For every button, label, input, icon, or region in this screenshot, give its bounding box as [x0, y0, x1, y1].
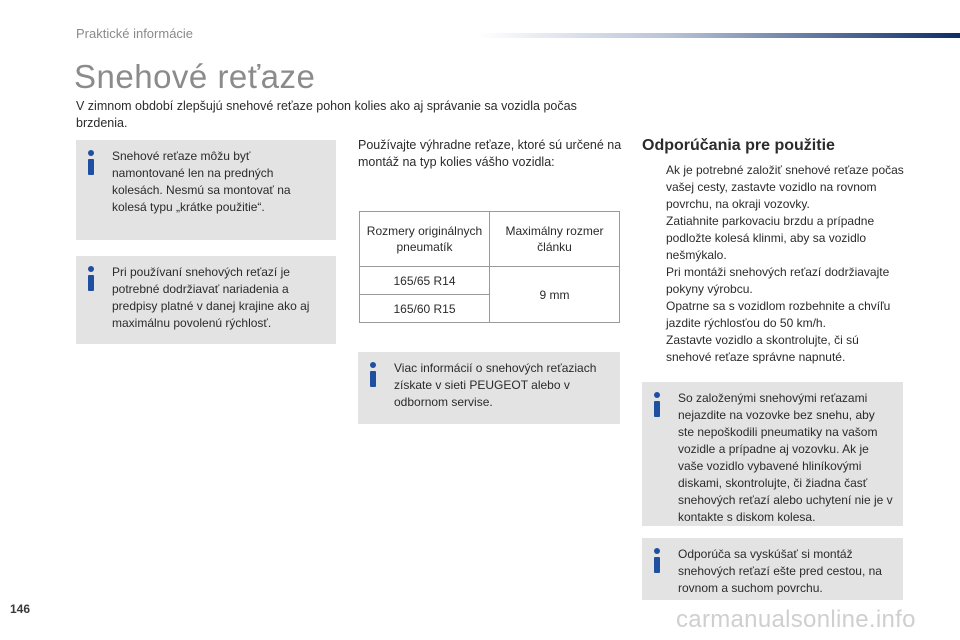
recommendations-heading: Odporúčania pre použitie [642, 137, 835, 154]
table-header-cell: Maximálny rozmer článku [490, 212, 620, 267]
table-cell: 165/60 R15 [360, 295, 490, 323]
list-item: Zatiahnite parkovaciu brzdu a prípadne podložte kolesá klinmi, aby sa vozidlo nešmýkalo. [666, 214, 875, 262]
chains-usage-paragraph: Používajte výhradne reťaze, ktoré sú určené na montáž na typ kolies vášho vozidla: [358, 138, 622, 169]
info-box-regulations [76, 256, 336, 344]
list-item: Opatrne sa s vozidlom rozbehnite a chvíľu jazdite rýchlosťou do 50 km/h. [666, 299, 891, 330]
info-icon [367, 362, 379, 388]
page-number: 146 [10, 602, 31, 616]
recommendations-list [642, 162, 904, 366]
info-box-front-wheels [76, 140, 336, 240]
section-label: Praktické informácie [76, 26, 194, 41]
info-box-text: So založenými snehovými reťazami nejazdite na vozovke bez snehu, aby ste nepoškodili pneumatiky na vašom vozidle a prípadne aj vozovku. Ak je vaše vozidlo vybavené hliníkovými diskami, skontrolujte, či žiadna časť snehových reťazí alebo uchytení nie je v kontakte s diskom kolesa. [678, 391, 893, 524]
table-cell: 165/65 R14 [360, 267, 490, 295]
page-title: Snehové reťaze [74, 58, 316, 95]
info-box-text: Odporúča sa vyskúšať si montáž snehových reťazí ešte pred cestou, na rovnom a suchom povrchu. [678, 547, 882, 595]
list-item: Pri montáži snehových reťazí dodržiavajte pokyny výrobcu. [666, 265, 890, 296]
info-icon [85, 150, 97, 176]
info-icon [651, 392, 663, 418]
header-gradient-bar [478, 33, 960, 38]
table-header-cell: Rozmery originálnych pneumatík [360, 212, 490, 267]
info-box-practice-tip [642, 538, 903, 600]
info-icon [85, 266, 97, 292]
table-row [360, 267, 620, 295]
info-box-more-info [358, 352, 620, 424]
list-item: Ak je potrebné založiť snehové reťaze počas vašej cesty, zastavte vozidlo na rovnom povrchu, na okraji vozovky. [666, 163, 904, 211]
info-icon [651, 548, 663, 574]
table-cell-max-size: 9 mm [490, 267, 620, 323]
info-box-text: Snehové reťaze môžu byť namontované len na predných kolesách. Nesmú sa montovať na kolesá typu „krátke použitie“. [112, 149, 291, 214]
intro-paragraph: V zimnom období zlepšujú snehové reťaze pohon kolies ako aj správanie sa vozidla počas brzdenia. [76, 99, 577, 130]
tire-size-table [359, 211, 620, 323]
info-box-text: Viac informácií o snehových reťaziach získate v sieti PEUGEOT alebo v odbornom servise. [394, 361, 597, 409]
table-header-row [360, 212, 620, 267]
watermark: carmanualsonline.info [676, 606, 916, 633]
info-box-text: Pri používaní snehových reťazí je potrebné dodržiavať nariadenia a predpisy platné v danej krajine ako aj maximálnu povolenú rýchlosť. [112, 265, 310, 330]
list-item: Zastavte vozidlo a skontrolujte, či sú snehové reťaze správne napnuté. [666, 333, 859, 364]
info-box-dry-road-warning [642, 382, 903, 526]
